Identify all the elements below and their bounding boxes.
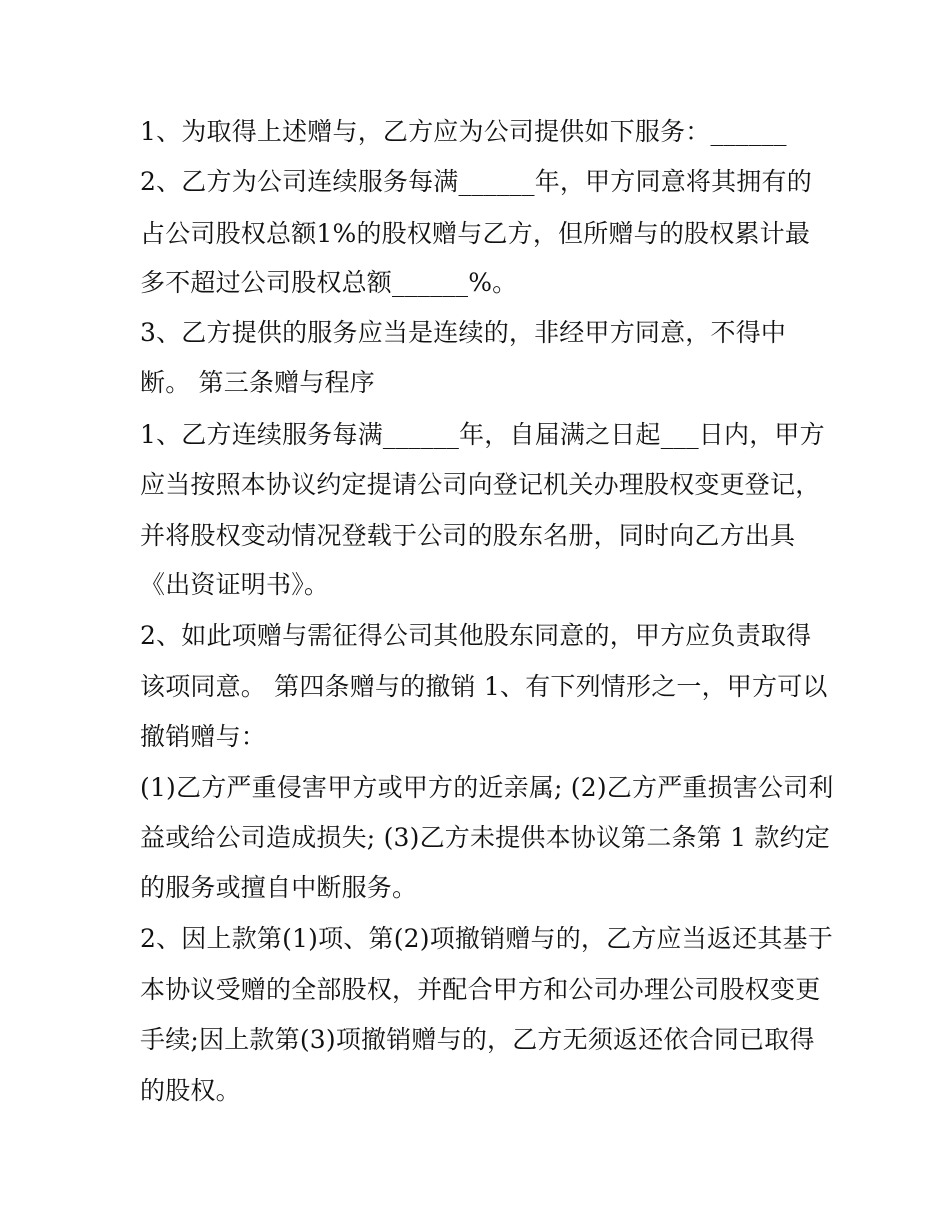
text-line: 的股权。 [140, 1076, 241, 1105]
text-line: 占公司股权总额1%的股权赠与乙方，但所赠与的股权累计最 [140, 219, 811, 248]
text-line: 1、乙方连续服务每满______年，自届满之日起___日内，甲方 [140, 420, 825, 449]
text-line: 断。 第三条赠与程序 [140, 368, 375, 397]
text-line: 该项同意。 第四条赠与的撤销 1、有下列情形之一，甲方可以 [140, 672, 828, 701]
text-line: 1、为取得上述赠与，乙方应为公司提供如下服务：______ [140, 117, 787, 146]
text-line: 《出资证明书》。 [140, 570, 330, 599]
text-line: (1)乙方严重侵害甲方或甲方的近亲属; (2)乙方严重损害公司利 [140, 773, 834, 802]
text-line: 并将股权变动情况登载于公司的股东名册，同时向乙方出具 [140, 521, 796, 550]
text-line: 手续;因上款第(3)项撤销赠与的，乙方无须返还依合同已取得 [140, 1025, 815, 1054]
text-line: 应当按照本协议约定提请公司向登记机关办理股权变更登记， [140, 470, 821, 499]
text-line: 2、因上款第(1)项、第(2)项撤销赠与的，乙方应当返还其基于 [140, 924, 833, 953]
text-line: 多不超过公司股权总额______%。 [140, 268, 518, 297]
text-line: 撤销赠与： [140, 722, 267, 751]
text-line: 的服务或擅自中断服务。 [140, 873, 418, 902]
text-line: 本协议受赠的全部股权，并配合甲方和公司办理公司股权变更 [140, 975, 821, 1004]
text-line: 2、如此项赠与需征得公司其他股东同意的，甲方应负责取得 [140, 621, 812, 650]
text-line: 3、乙方提供的服务应当是连续的，非经甲方同意，不得中 [140, 318, 787, 347]
text-line: 益或给公司造成损失; (3)乙方未提供本协议第二条第 1 款约定 [140, 823, 830, 852]
text-line: 2、乙方为公司连续服务每满______年，甲方同意将其拥有的 [140, 167, 812, 196]
